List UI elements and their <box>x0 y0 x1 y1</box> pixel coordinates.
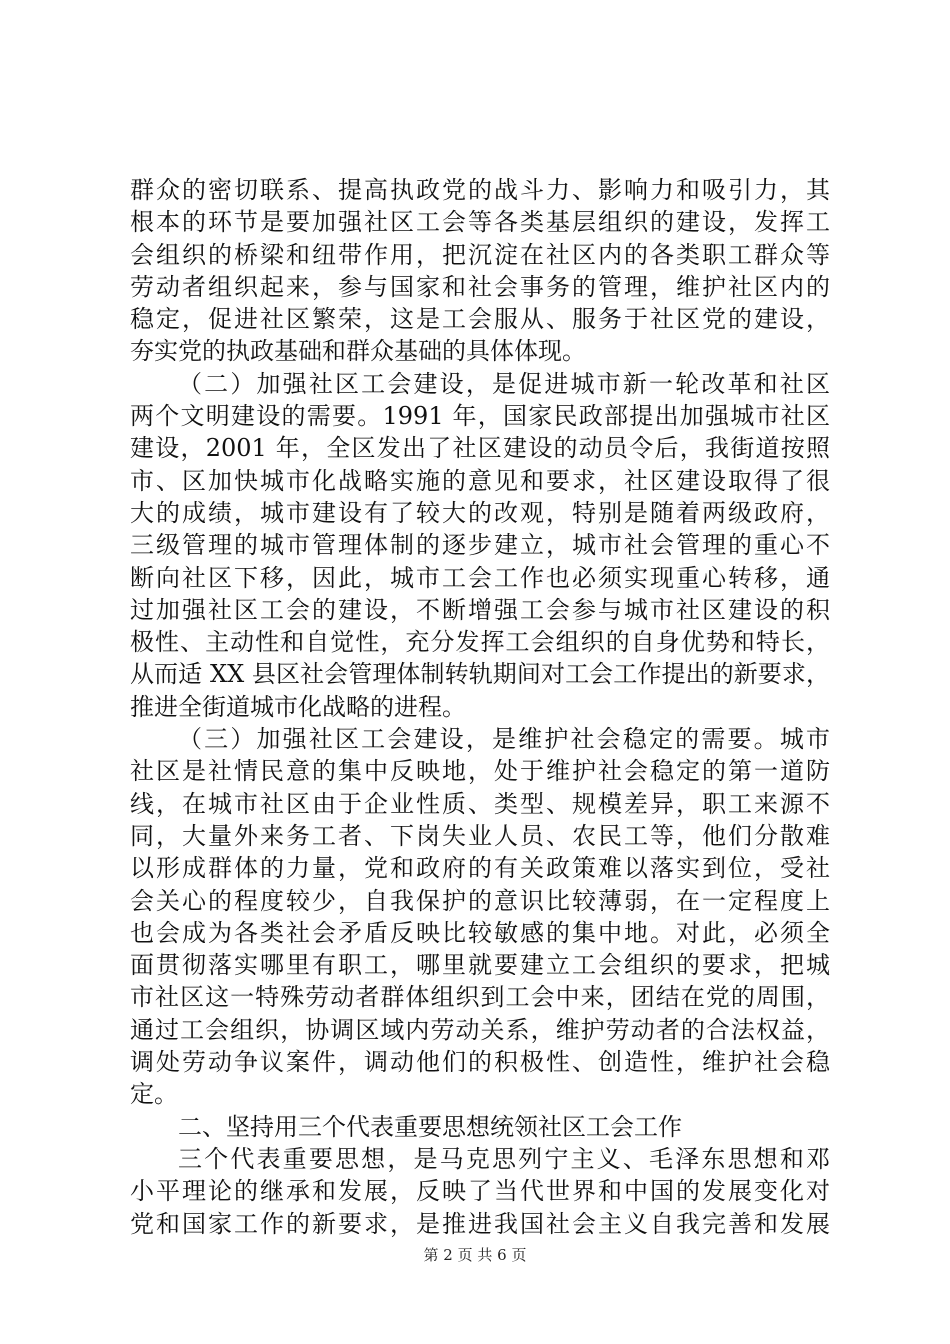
text-line: 调处劳动争议案件，调动他们的积极性、创造性，维护社会稳 <box>130 1048 830 1077</box>
text-line: 线，在城市社区由于企业性质、类型、规模差异，职工来源不 <box>130 789 830 818</box>
text-line: 极性、主动性和自觉性，充分发挥工会组织的自身优势和特长， <box>130 628 830 657</box>
text-line: 从而适 XX 县区社会管理体制转轨期间对工会工作提出的新要求， <box>130 660 830 689</box>
text-line: 同，大量外来务工者、下岗失业人员、农民工等，他们分散难 <box>130 821 830 850</box>
text-line: 过加强社区工会的建设，不断增强工会参与城市社区建设的积 <box>130 595 830 624</box>
text-line: 三级管理的城市管理体制的逐步建立，城市社会管理的重心不 <box>130 531 830 560</box>
text-line: 定。 <box>130 1080 178 1109</box>
text-line: 推进全街道城市化战略的进程。 <box>130 692 466 721</box>
text-line: 两个文明建设的需要。1991 年，国家民政部提出加强城市社区 <box>130 402 830 431</box>
paragraph-start-line: （三）加强社区工会建设，是维护社会稳定的需要。城市 <box>178 725 830 754</box>
text-line: 根本的环节是要加强社区工会等各类基层组织的建设，发挥工 <box>130 208 830 237</box>
paragraph-start-line: （二）加强社区工会建设，是促进城市新一轮改革和社区 <box>178 369 830 398</box>
paragraph-start-line: 三个代表重要思想，是马克思列宁主义、毛泽东思想和邓 <box>178 1144 830 1173</box>
text-line: 夯实党的执政基础和群众基础的具体体现。 <box>130 337 586 366</box>
text-line: 市社区这一特殊劳动者群体组织到工会中来，团结在党的周围， <box>130 983 830 1012</box>
text-line: 也会成为各类社会矛盾反映比较敏感的集中地。对此，必须全 <box>130 918 830 947</box>
text-line: 以形成群体的力量，党和政府的有关政策难以落实到位，受社 <box>130 854 830 883</box>
text-line: 群众的密切联系、提高执政党的战斗力、影响力和吸引力，其 <box>130 176 830 204</box>
text-line: 劳动者组织起来，参与国家和社会事务的管理，维护社区内的 <box>130 272 830 301</box>
page-number-footer: 第 2 页 共 6 页 <box>423 1246 527 1264</box>
document-body <box>130 174 830 1240</box>
text-line: 断向社区下移，因此，城市工会工作也必须实现重心转移，通 <box>130 563 830 592</box>
text-line: 市、区加快城市化战略实施的意见和要求，社区建设取得了很 <box>130 466 830 495</box>
text-line: 面贯彻落实哪里有职工，哪里就要建立工会组织的要求，把城 <box>130 951 830 980</box>
text-line: 社区是社情民意的集中反映地，处于维护社会稳定的第一道防 <box>130 757 830 786</box>
text-line: 小平理论的继承和发展，反映了当代世界和中国的发展变化对 <box>130 1177 830 1206</box>
text-line: 党和国家工作的新要求，是推进我国社会主义自我完善和发展 <box>130 1209 830 1238</box>
text-line: 会组织的桥梁和纽带作用，把沉淀在社区内的各类职工群众等 <box>130 240 830 269</box>
text-line: 建设，2001 年，全区发出了社区建设的动员令后，我街道按照 <box>130 434 830 463</box>
text-line: 大的成绩，城市建设有了较大的改观，特别是随着两级政府， <box>130 498 830 527</box>
text-line: 会关心的程度较少，自我保护的意识比较薄弱，在一定程度上 <box>130 886 830 915</box>
text-line: 通过工会组织，协调区域内劳动关系，维护劳动者的合法权益， <box>130 1015 830 1044</box>
text-line: 稳定，促进社区繁荣，这是工会服从、服务于社区党的建设， <box>130 305 830 334</box>
section-heading: 二、坚持用三个代表重要思想统领社区工会工作 <box>178 1112 682 1141</box>
